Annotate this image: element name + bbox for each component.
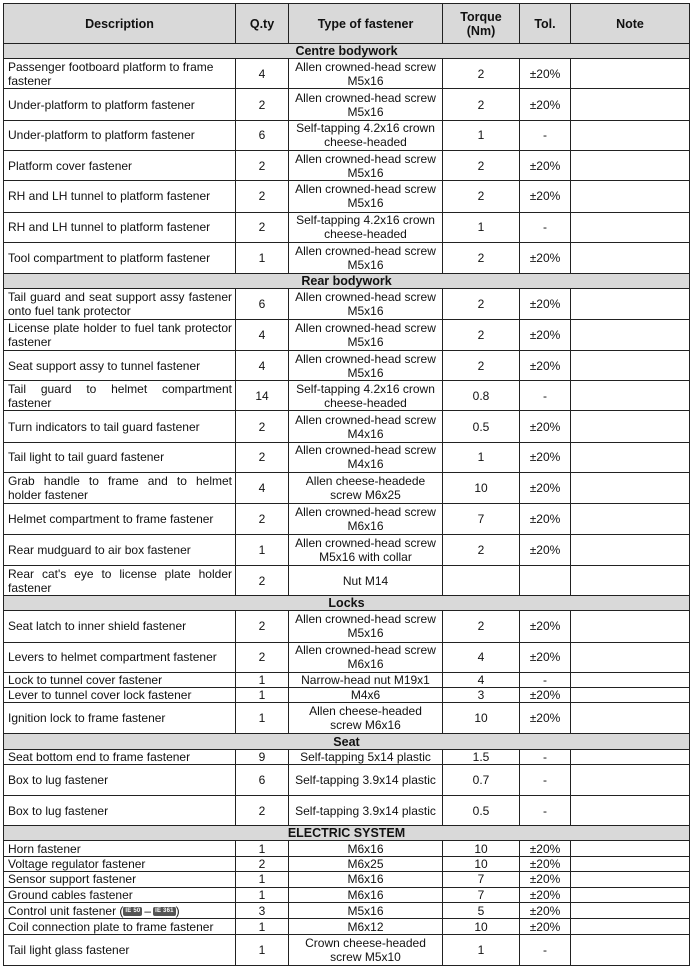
cell-description: Seat latch to inner shield fastener (4, 611, 236, 642)
cell-tolerance: ±20% (520, 642, 571, 672)
cell-type-of-fastener: Self-tapping 3.9x14 plastic (289, 764, 443, 795)
cell-type-of-fastener: M4x6 (289, 688, 443, 703)
table-row (4, 903, 690, 919)
cell-description: Ignition lock to frame fastener (4, 703, 236, 734)
cell-torque: 7 (443, 871, 520, 887)
cell-description: Control unit fastener ( IE 50 – IE 361 ) (4, 903, 236, 919)
cell-type-of-fastener: Allen crowned-head screw M5x16 (289, 59, 443, 89)
cell-tolerance: ±20% (520, 181, 571, 212)
cell-type-of-fastener: Allen crowned-head screw M5x16 (289, 242, 443, 273)
cell-qty: 1 (236, 703, 289, 734)
cell-description: Rear mudguard to air box fastener (4, 534, 236, 565)
cell-qty: 1 (236, 841, 289, 856)
header-type-of-fastener: Type of fastener (289, 4, 443, 44)
cell-description: Tool compartment to platform fastener (4, 242, 236, 273)
cell-qty: 2 (236, 856, 289, 871)
cell-note (571, 473, 690, 504)
cell-type-of-fastener: M6x12 (289, 919, 443, 935)
table-row (4, 672, 690, 687)
cell-type-of-fastener: Nut M14 (289, 565, 443, 595)
fastener-torque-table (3, 3, 690, 966)
cell-tolerance: - (520, 212, 571, 242)
cell-torque: 2 (443, 89, 520, 120)
header-torque: Torque (Nm) (443, 4, 520, 44)
cell-description: Under-platform to platform fastener (4, 89, 236, 120)
cell-qty: 3 (236, 903, 289, 919)
cell-type-of-fastener: M5x16 (289, 903, 443, 919)
table-row (4, 703, 690, 734)
cell-qty: 9 (236, 749, 289, 764)
cell-tolerance: ±20% (520, 242, 571, 273)
table-row (4, 350, 690, 380)
cell-note (571, 672, 690, 687)
cell-qty: 2 (236, 411, 289, 442)
cell-tolerance: ±20% (520, 151, 571, 181)
cell-description: Rear cat's eye to license plate holder fastener (4, 565, 236, 595)
cell-torque: 0.5 (443, 411, 520, 442)
table-row (4, 856, 690, 871)
cell-torque: 10 (443, 841, 520, 856)
cell-type-of-fastener: M6x16 (289, 887, 443, 902)
cell-description: Tail guard to helmet compartment fastener (4, 381, 236, 411)
table-row (4, 289, 690, 319)
cell-note (571, 796, 690, 826)
section-title: Locks (4, 596, 690, 611)
cell-type-of-fastener: Allen crowned-head screw M6x16 (289, 642, 443, 672)
cell-tolerance (520, 565, 571, 595)
cell-note (571, 764, 690, 795)
cell-tolerance: ±20% (520, 442, 571, 472)
cell-tolerance: ±20% (520, 411, 571, 442)
cell-torque: 2 (443, 350, 520, 380)
cell-qty: 4 (236, 319, 289, 350)
cell-type-of-fastener: Allen crowned-head screw M5x16 (289, 151, 443, 181)
table-row (4, 242, 690, 273)
header-tolerance: Tol. (520, 4, 571, 44)
cell-qty: 4 (236, 473, 289, 504)
cell-description: Platform cover fastener (4, 151, 236, 181)
cell-description: Lever to tunnel cover lock fastener (4, 688, 236, 703)
cell-tolerance: ±20% (520, 89, 571, 120)
table-row (4, 504, 690, 534)
table-row (4, 473, 690, 504)
cell-description: Seat bottom end to frame fastener (4, 749, 236, 764)
cell-note (571, 381, 690, 411)
cell-qty: 1 (236, 887, 289, 902)
table-row (4, 764, 690, 795)
cell-qty: 4 (236, 350, 289, 380)
cell-description: Lock to tunnel cover fastener (4, 672, 236, 687)
cell-description: Helmet compartment to frame fastener (4, 504, 236, 534)
cell-torque: 3 (443, 688, 520, 703)
cell-tolerance: ±20% (520, 841, 571, 856)
cell-note (571, 534, 690, 565)
section-title: Seat (4, 734, 690, 749)
cell-qty: 2 (236, 89, 289, 120)
cell-torque: 7 (443, 504, 520, 534)
cell-note (571, 242, 690, 273)
table-row (4, 935, 690, 966)
section-title: ELECTRIC SYSTEM (4, 826, 690, 841)
cell-type-of-fastener: Allen cheese-headede screw M6x25 (289, 473, 443, 504)
table-row (4, 212, 690, 242)
cell-qty: 1 (236, 935, 289, 966)
cell-note (571, 688, 690, 703)
cell-qty: 1 (236, 242, 289, 273)
cell-description: Coil connection plate to frame fastener (4, 919, 236, 935)
cell-torque: 2 (443, 242, 520, 273)
cell-qty: 1 (236, 534, 289, 565)
cell-type-of-fastener: Allen crowned-head screw M4x16 (289, 442, 443, 472)
table-row (4, 411, 690, 442)
cell-torque: 1.5 (443, 749, 520, 764)
table-row (4, 59, 690, 89)
cell-tolerance: ±20% (520, 703, 571, 734)
cell-tolerance: ±20% (520, 504, 571, 534)
cell-description: RH and LH tunnel to platform fastener (4, 212, 236, 242)
table-row (4, 89, 690, 120)
cell-description: Tail light to tail guard fastener (4, 442, 236, 472)
cell-description: Turn indicators to tail guard fastener (4, 411, 236, 442)
cell-note (571, 841, 690, 856)
cell-qty: 6 (236, 289, 289, 319)
cell-note (571, 871, 690, 887)
section-header-row (4, 274, 690, 289)
cell-torque: 2 (443, 59, 520, 89)
cell-qty: 1 (236, 919, 289, 935)
table-row (4, 688, 690, 703)
cell-tolerance: ±20% (520, 534, 571, 565)
header-description: Description (4, 4, 236, 44)
cell-type-of-fastener: Allen crowned-head screw M5x16 with collar (289, 534, 443, 565)
cell-type-of-fastener: Self-tapping 5x14 plastic (289, 749, 443, 764)
cell-note (571, 350, 690, 380)
cell-qty: 6 (236, 120, 289, 150)
cell-note (571, 887, 690, 902)
cell-note (571, 289, 690, 319)
cell-type-of-fastener: Self-tapping 4.2x16 crown cheese-headed (289, 381, 443, 411)
cell-tolerance: - (520, 672, 571, 687)
cell-note (571, 59, 690, 89)
cell-torque: 10 (443, 703, 520, 734)
table-row (4, 381, 690, 411)
table-row (4, 796, 690, 826)
cell-tolerance: ±20% (520, 319, 571, 350)
cell-description: Box to lug fastener (4, 764, 236, 795)
cell-type-of-fastener: Allen cheese-headed screw M6x16 (289, 703, 443, 734)
table-row (4, 319, 690, 350)
reference-badge: IE 361 (155, 907, 174, 914)
cell-note (571, 749, 690, 764)
cell-qty: 4 (236, 59, 289, 89)
cell-tolerance: ±20% (520, 903, 571, 919)
cell-qty: 2 (236, 796, 289, 826)
cell-note (571, 703, 690, 734)
table-row (4, 841, 690, 856)
cell-qty: 14 (236, 381, 289, 411)
cell-torque: 0.5 (443, 796, 520, 826)
table-row (4, 642, 690, 672)
cell-qty: 2 (236, 212, 289, 242)
cell-note (571, 919, 690, 935)
cell-torque: 0.8 (443, 381, 520, 411)
cell-qty: 6 (236, 764, 289, 795)
cell-description: Tail light glass fastener (4, 935, 236, 966)
section-header-row (4, 734, 690, 749)
cell-note (571, 565, 690, 595)
cell-type-of-fastener: Narrow-head nut M19x1 (289, 672, 443, 687)
cell-tolerance: - (520, 764, 571, 795)
cell-torque: 2 (443, 611, 520, 642)
cell-tolerance: ±20% (520, 59, 571, 89)
cell-tolerance: ±20% (520, 871, 571, 887)
cell-torque: 2 (443, 319, 520, 350)
cell-tolerance: ±20% (520, 919, 571, 935)
table-body (4, 44, 690, 966)
cell-qty: 2 (236, 642, 289, 672)
cell-torque: 2 (443, 534, 520, 565)
cell-description: Box to lug fastener (4, 796, 236, 826)
cell-type-of-fastener: Allen crowned-head screw M5x16 (289, 350, 443, 380)
cell-torque: 10 (443, 473, 520, 504)
header-row (4, 4, 690, 44)
cell-note (571, 856, 690, 871)
cell-torque: 2 (443, 181, 520, 212)
cell-tolerance: ±20% (520, 350, 571, 380)
cell-note (571, 442, 690, 472)
cell-note (571, 611, 690, 642)
table-row (4, 749, 690, 764)
cell-note (571, 212, 690, 242)
cell-note (571, 151, 690, 181)
cell-torque: 7 (443, 887, 520, 902)
cell-description: RH and LH tunnel to platform fastener (4, 181, 236, 212)
cell-tolerance: ±20% (520, 289, 571, 319)
cell-note (571, 319, 690, 350)
cell-type-of-fastener: Self-tapping 4.2x16 crown cheese-headed (289, 120, 443, 150)
cell-tolerance: ±20% (520, 611, 571, 642)
table-row (4, 611, 690, 642)
cell-tolerance: ±20% (520, 688, 571, 703)
cell-note (571, 411, 690, 442)
cell-description: Grab handle to frame and to helmet holder fastener (4, 473, 236, 504)
cell-torque: 10 (443, 919, 520, 935)
reference-badge: IE 50 (125, 907, 141, 914)
cell-description: License plate holder to fuel tank protector fastener (4, 319, 236, 350)
cell-torque: 4 (443, 672, 520, 687)
cell-torque: 1 (443, 935, 520, 966)
cell-tolerance: - (520, 749, 571, 764)
cell-note (571, 504, 690, 534)
cell-type-of-fastener: Allen crowned-head screw M5x16 (289, 319, 443, 350)
section-header-row (4, 596, 690, 611)
cell-qty: 2 (236, 442, 289, 472)
description-text: Control unit fastener (8, 903, 117, 918)
cell-description: Sensor support fastener (4, 871, 236, 887)
cell-torque: 4 (443, 642, 520, 672)
cell-description: Under-platform to platform fastener (4, 120, 236, 150)
cell-note (571, 935, 690, 966)
cell-description: Horn fastener (4, 841, 236, 856)
cell-qty: 2 (236, 181, 289, 212)
cell-note (571, 181, 690, 212)
cell-type-of-fastener: Self-tapping 4.2x16 crown cheese-headed (289, 212, 443, 242)
cell-note (571, 120, 690, 150)
section-title: Centre bodywork (4, 44, 690, 59)
table-row (4, 565, 690, 595)
table-row (4, 534, 690, 565)
cell-type-of-fastener: Allen crowned-head screw M6x16 (289, 504, 443, 534)
cell-torque: 10 (443, 856, 520, 871)
cell-qty: 1 (236, 672, 289, 687)
cell-tolerance: - (520, 381, 571, 411)
cell-qty: 2 (236, 611, 289, 642)
table-row (4, 442, 690, 472)
cell-tolerance: ±20% (520, 887, 571, 902)
cell-type-of-fastener: Allen crowned-head screw M5x16 (289, 289, 443, 319)
cell-description: Levers to helmet compartment fastener (4, 642, 236, 672)
cell-note (571, 642, 690, 672)
cell-type-of-fastener: Allen crowned-head screw M4x16 (289, 411, 443, 442)
table-row (4, 120, 690, 150)
section-header-row (4, 44, 690, 59)
cell-description: Seat support assy to tunnel fastener (4, 350, 236, 380)
cell-tolerance: - (520, 796, 571, 826)
cell-type-of-fastener: M6x16 (289, 841, 443, 856)
cell-qty: 1 (236, 688, 289, 703)
header-qty: Q.ty (236, 4, 289, 44)
cell-type-of-fastener: Self-tapping 3.9x14 plastic (289, 796, 443, 826)
cell-tolerance: ±20% (520, 473, 571, 504)
section-header-row (4, 826, 690, 841)
section-title: Rear bodywork (4, 274, 690, 289)
cell-description: Tail guard and seat support assy fastener onto fuel tank protector (4, 289, 236, 319)
cell-torque: 1 (443, 120, 520, 150)
cell-description: Voltage regulator fastener (4, 856, 236, 871)
table-row (4, 151, 690, 181)
cell-torque: 5 (443, 903, 520, 919)
cell-note (571, 903, 690, 919)
cell-torque: 0.7 (443, 764, 520, 795)
cell-torque: 2 (443, 151, 520, 181)
cell-type-of-fastener: Allen crowned-head screw M5x16 (289, 89, 443, 120)
cell-torque (443, 565, 520, 595)
cell-torque: 1 (443, 212, 520, 242)
cell-torque: 1 (443, 442, 520, 472)
table-row (4, 919, 690, 935)
cell-torque: 2 (443, 289, 520, 319)
cell-qty: 1 (236, 871, 289, 887)
badge-separator: – (144, 903, 152, 918)
table-row (4, 871, 690, 887)
cell-type-of-fastener: M6x25 (289, 856, 443, 871)
header-note: Note (571, 4, 690, 44)
table-row (4, 887, 690, 902)
cell-note (571, 89, 690, 120)
cell-description: Ground cables fastener (4, 887, 236, 902)
cell-qty: 2 (236, 565, 289, 595)
cell-type-of-fastener: Allen crowned-head screw M5x16 (289, 181, 443, 212)
cell-type-of-fastener: M6x16 (289, 871, 443, 887)
cell-qty: 2 (236, 151, 289, 181)
cell-tolerance: - (520, 935, 571, 966)
cell-description: Passenger footboard platform to frame fastener (4, 59, 236, 89)
cell-tolerance: - (520, 120, 571, 150)
table-row (4, 181, 690, 212)
cell-tolerance: ±20% (520, 856, 571, 871)
cell-qty: 2 (236, 504, 289, 534)
fastener-table-container (3, 3, 689, 966)
table-header (4, 4, 690, 44)
cell-type-of-fastener: Crown cheese-headed screw M5x10 (289, 935, 443, 966)
cell-type-of-fastener: Allen crowned-head screw M5x16 (289, 611, 443, 642)
